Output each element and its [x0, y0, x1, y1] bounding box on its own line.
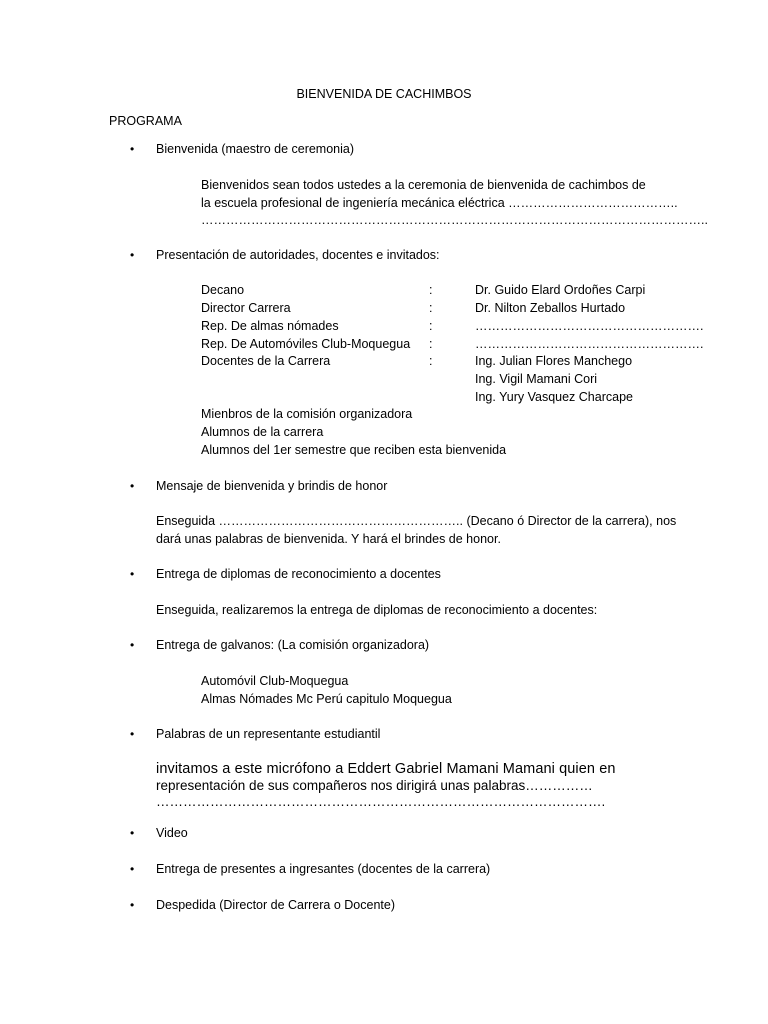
docente-name: Ing. Yury Vasquez Charcape: [475, 390, 633, 404]
bullet-5: •: [130, 638, 135, 652]
section-bienvenida-text-3: …………………………………………………………………………………………………………..: [201, 213, 708, 227]
row-label: Rep. De Automóviles Club-Moquegua: [201, 337, 411, 351]
section-diplomas-heading: Entrega de diplomas de reconocimiento a docentes: [156, 567, 441, 581]
bullet-4: •: [130, 567, 135, 581]
row-value: Ing. Julian Flores Manchego: [475, 354, 633, 368]
section-palabras-text-3: ……………………………………………………………………………………….: [156, 794, 606, 809]
bullet-3: •: [130, 479, 135, 493]
section-despedida-heading: Despedida (Director de Carrera o Docente): [156, 898, 395, 912]
section-galvanos-heading: Entrega de galvanos: (La comisión organizadora): [156, 638, 430, 652]
row-value: Dr. Nilton Zeballos Hurtado: [475, 301, 626, 315]
bullet-8: •: [130, 862, 135, 876]
galvano-item: Almas Nómades Mc Perú capitulo Moquegua: [201, 692, 452, 706]
row-value: ……………………………………………….: [475, 337, 704, 351]
row-value: ……………………………………………….: [475, 319, 704, 333]
bullet-9: •: [130, 898, 135, 912]
row-colon: :: [429, 319, 433, 333]
section-bienvenida-text-2: la escuela profesional de ingeniería mecánica eléctrica …………………………………..: [201, 196, 678, 210]
galvano-item: Automóvil Club-Moquegua: [201, 674, 349, 688]
attendee-line: Alumnos de la carrera: [201, 425, 324, 439]
section-bienvenida-text-1: Bienvenidos sean todos ustedes a la ceremonia de bienvenida de cachimbos de: [201, 178, 646, 192]
section-mensaje-text-1: Enseguida ………………………………………………….. (Decano ó Director de la carrera), nos: [156, 514, 677, 528]
row-value: Dr. Guido Elard Ordoñes Carpi: [475, 283, 646, 297]
bullet-7: •: [130, 826, 135, 840]
section-mensaje-heading: Mensaje de bienvenida y brindis de honor: [156, 479, 388, 493]
bullet-6: •: [130, 727, 135, 741]
row-label: Rep. De almas nómades: [201, 319, 339, 333]
section-video-heading: Video: [156, 826, 188, 840]
section-palabras-heading: Palabras de un representante estudiantil: [156, 727, 381, 741]
row-label: Decano: [201, 283, 245, 297]
section-presentes-heading: Entrega de presentes a ingresantes (docentes de la carrera): [156, 862, 491, 876]
document-title: BIENVENIDA DE CACHIMBOS: [296, 87, 472, 101]
row-colon: :: [429, 354, 433, 368]
section-palabras-text-1: invitamos a este micrófono a Eddert Gabriel Mamani Mamani quien en: [156, 761, 616, 777]
attendee-line: Mienbros de la comisión organizadora: [201, 407, 413, 421]
row-label: Director Carrera: [201, 301, 291, 315]
section-palabras-text-2: representación de sus compañeros nos dirigirá unas palabras……………: [156, 778, 593, 793]
row-colon: :: [429, 337, 433, 351]
docente-name: Ing. Vigil Mamani Cori: [475, 372, 598, 386]
row-colon: :: [429, 283, 433, 297]
programa-heading: PROGRAMA: [109, 114, 182, 128]
section-mensaje-text-2: dará unas palabras de bienvenida. Y hará el brindes de honor.: [156, 532, 501, 546]
row-label: Docentes de la Carrera: [201, 354, 331, 368]
row-colon: :: [429, 301, 433, 315]
section-autoridades-heading: Presentación de autoridades, docentes e invitados:: [156, 248, 440, 262]
bullet-2: •: [130, 248, 135, 262]
bullet-1: •: [130, 142, 135, 156]
section-diplomas-text: Enseguida, realizaremos la entrega de diplomas de reconocimiento a docentes:: [156, 603, 598, 617]
attendee-line: Alumnos del 1er semestre que reciben esta bienvenida: [201, 443, 507, 457]
section-bienvenida-heading: Bienvenida (maestro de ceremonia): [156, 142, 355, 156]
